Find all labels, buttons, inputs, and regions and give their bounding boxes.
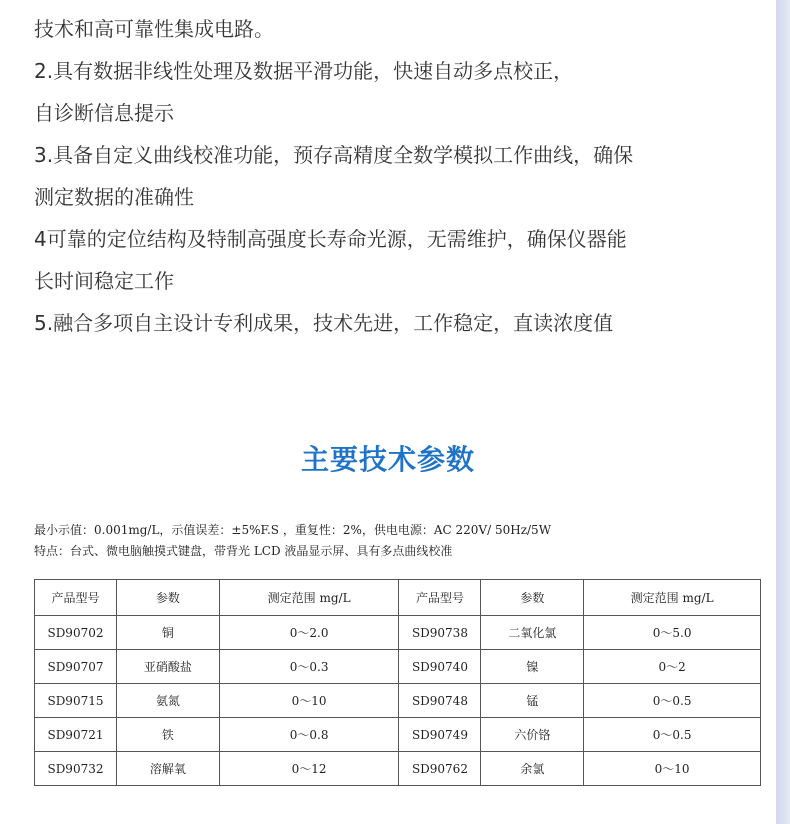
spec-table — [34, 579, 761, 786]
feature-line: 3.具备自定义曲线校准功能，预存高精度全数学模拟工作曲线，确保 — [34, 143, 634, 167]
table-cell: 溶解氧 — [116, 752, 219, 786]
table-row — [35, 718, 761, 752]
table-cell: SD90738 — [399, 616, 481, 650]
feature-list — [34, 8, 734, 344]
column-header-range: 测定范围 mg/L — [584, 580, 761, 616]
table-cell: 0～5.0 — [584, 616, 761, 650]
table-cell: 余氯 — [481, 752, 584, 786]
table-header-row — [35, 580, 761, 616]
section-title: 主要技术参数 — [300, 443, 475, 476]
feature-line: 长时间稳定工作 — [34, 269, 174, 293]
table-cell: 0～0.5 — [584, 684, 761, 718]
table-row — [35, 684, 761, 718]
column-header-model: 产品型号 — [399, 580, 481, 616]
table-row — [35, 752, 761, 786]
table-cell: SD90715 — [35, 684, 117, 718]
table-cell: SD90749 — [399, 718, 481, 752]
table-cell: 亚硝酸盐 — [116, 650, 219, 684]
feature-line: 2.具有数据非线性处理及数据平滑功能，快速自动多点校正， — [34, 59, 574, 83]
table-cell: 锰 — [481, 684, 584, 718]
column-header-range: 测定范围 mg/L — [219, 580, 399, 616]
table-cell: 0～0.8 — [219, 718, 399, 752]
table-cell: SD90721 — [35, 718, 117, 752]
table-cell: 镍 — [481, 650, 584, 684]
feature-line: 4可靠的定位结构及特制高强度长寿命光源，无需维护，确保仪器能 — [34, 227, 627, 251]
table-cell: SD90702 — [35, 616, 117, 650]
table-row — [35, 650, 761, 684]
table-cell: 二氧化氯 — [481, 616, 584, 650]
table-cell: 0～0.3 — [219, 650, 399, 684]
spec-line: 最小示值：0.001mg/L，示值误差：±5%F.S ，重复性：2%，供电电源：AC 220V/ 50Hz/5W — [34, 523, 552, 537]
table-cell: 0～10 — [219, 684, 399, 718]
table-row — [35, 616, 761, 650]
table-cell: SD90707 — [35, 650, 117, 684]
feature-line: 5.融合多项自主设计专利成果，技术先进，工作稳定，直读浓度值 — [34, 311, 614, 335]
feature-line: 自诊断信息提示 — [34, 101, 174, 125]
table-cell: 氨氮 — [116, 684, 219, 718]
feature-line: 测定数据的准确性 — [34, 185, 194, 209]
table-cell: SD90732 — [35, 752, 117, 786]
table-cell: 0～12 — [219, 752, 399, 786]
table-cell: 六价铬 — [481, 718, 584, 752]
column-header-param: 参数 — [481, 580, 584, 616]
table-cell: 铜 — [116, 616, 219, 650]
table-cell: SD90762 — [399, 752, 481, 786]
table-cell: 0～2 — [584, 650, 761, 684]
page-frame-right — [776, 0, 790, 824]
column-header-model: 产品型号 — [35, 580, 117, 616]
table-cell: 0～2.0 — [219, 616, 399, 650]
table-cell: SD90748 — [399, 684, 481, 718]
spec-line: 特点：台式、微电脑触摸式键盘，带背光 LCD 液晶显示屏、具有多点曲线校准 — [34, 544, 453, 558]
spec-summary — [34, 520, 551, 562]
table-cell: 铁 — [116, 718, 219, 752]
column-header-param: 参数 — [116, 580, 219, 616]
table-cell: SD90740 — [399, 650, 481, 684]
feature-line: 技术和高可靠性集成电路。 — [34, 17, 274, 41]
table-cell: 0～0.5 — [584, 718, 761, 752]
table-cell: 0～10 — [584, 752, 761, 786]
